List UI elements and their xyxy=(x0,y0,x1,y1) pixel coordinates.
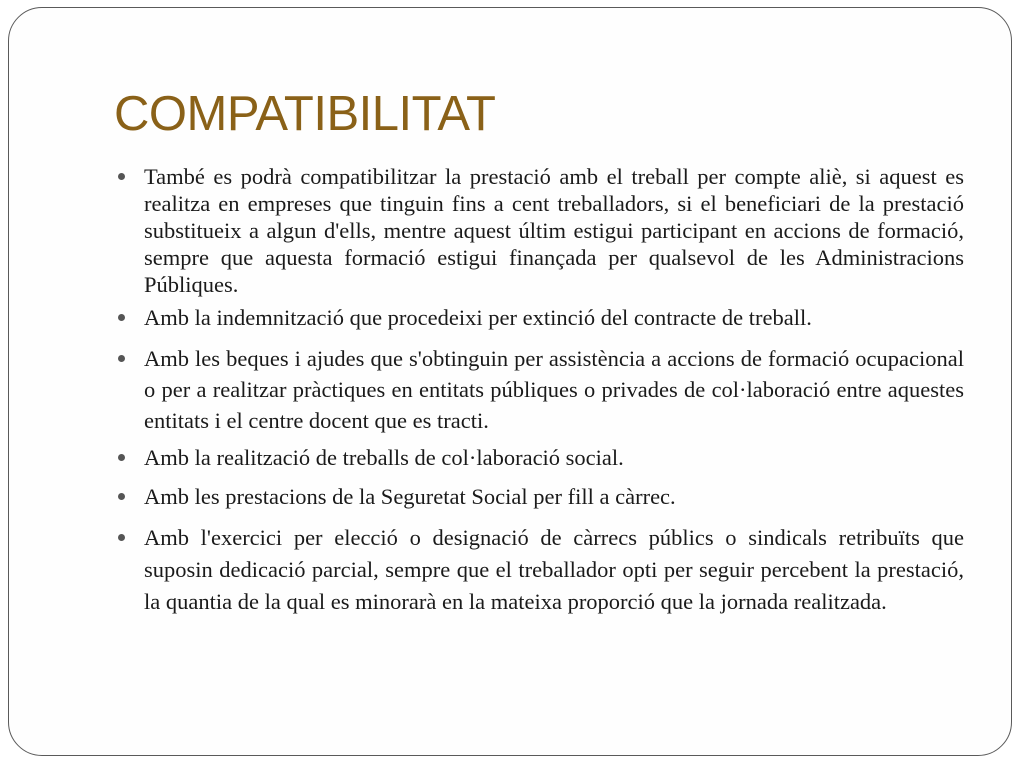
bullet-dot-icon xyxy=(118,314,125,321)
bullet-item xyxy=(118,163,964,298)
bullet-dot-icon xyxy=(118,493,125,500)
bullet-item xyxy=(118,444,964,471)
slide-title: COMPATIBILITAT xyxy=(114,87,496,141)
bullet-item xyxy=(118,522,964,618)
bullet-text: Amb les prestacions de la Seguretat Social per fill a càrrec. xyxy=(144,484,676,509)
bullet-list xyxy=(118,163,964,618)
bullet-item xyxy=(118,483,964,510)
bullet-item xyxy=(118,343,964,436)
bullet-dot-icon xyxy=(118,534,125,541)
bullet-dot-icon xyxy=(118,173,125,180)
bullet-text: Amb la realització de treballs de col·laboració social. xyxy=(144,445,624,470)
bullet-text: Amb la indemnització que procedeixi per extinció del contracte de treball. xyxy=(144,305,812,330)
bullet-dot-icon xyxy=(118,454,125,461)
bullet-text: Amb les beques i ajudes que s'obtinguin per assistència a accions de formació ocupacional o per a realitzar pràctiques en entitats públiques o privades de col·laboració entre aquestes entitats i el centre docent que es tracti. xyxy=(144,346,964,433)
bullet-item xyxy=(118,304,964,331)
bullet-dot-icon xyxy=(118,355,125,362)
bullet-text: També es podrà compatibilitzar la prestació amb el treball per compte aliè, si aquest es realitza en empreses que tinguin fins a cent treballadors, si el beneficiari de la prestació substitueix a algun d'ells, mentre aquest últim estigui participant en accions de formació, sempre que aquesta formació estigui finançada per qualsevol de les Administracions Públiques. xyxy=(144,164,964,297)
bullet-text: Amb l'exercici per elecció o designació de càrrecs públics o sindicals retribuïts que suposin dedicació parcial, sempre que el treballador opti per seguir percebent la prestació, la quantia de la qual es minorarà en la mateixa proporció que la jornada realitzada. xyxy=(144,525,964,614)
